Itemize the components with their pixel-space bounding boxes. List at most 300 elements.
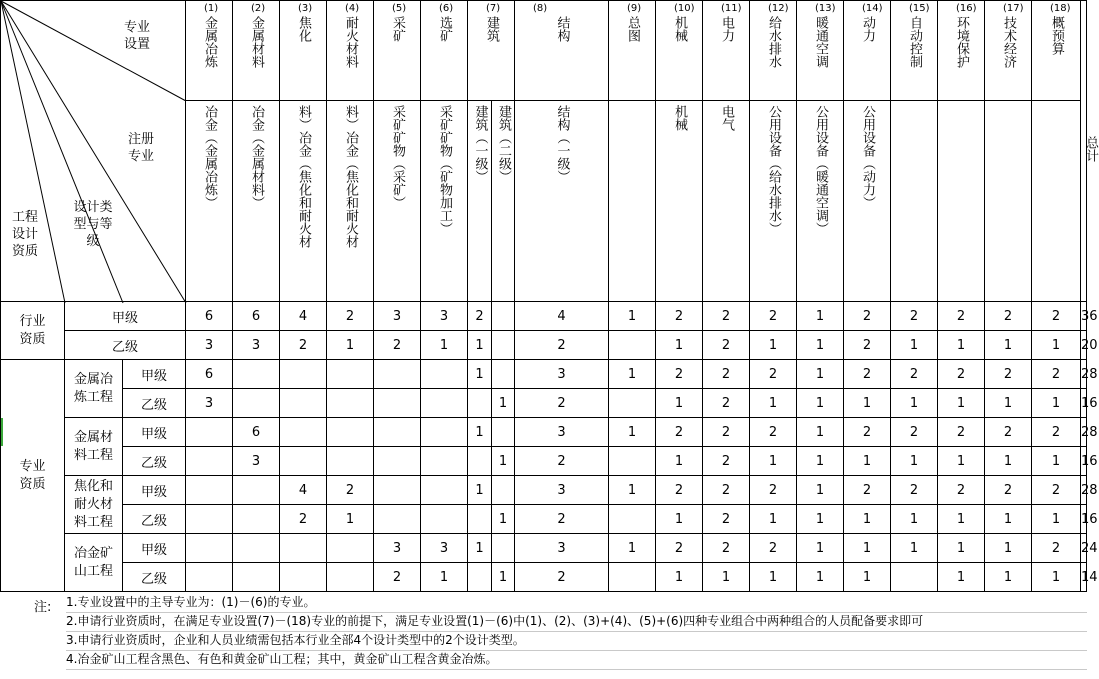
- value-cell: 2: [1032, 302, 1081, 331]
- value-cell: [421, 389, 468, 418]
- major-header-9: [609, 1, 656, 101]
- value-cell: 3: [233, 331, 280, 360]
- project-group-name: 焦化和耐火材料工程: [73, 478, 113, 530]
- value-cell: 2: [515, 447, 609, 476]
- value-cell: 1: [468, 331, 492, 360]
- value-cell: [421, 505, 468, 534]
- registered-major-12: [750, 101, 797, 302]
- diagonal-header-cell: [1, 1, 186, 302]
- value-cell: 3: [515, 534, 609, 563]
- value-cell: 1: [1032, 563, 1081, 592]
- registered-major-15: [891, 101, 938, 302]
- registered-major-18: [1032, 101, 1081, 302]
- table-row: [1, 447, 1087, 476]
- value-cell: 2: [985, 302, 1032, 331]
- value-cell: 2: [750, 418, 797, 447]
- value-cell: [327, 534, 374, 563]
- value-cell: 2: [515, 331, 609, 360]
- total-cell: 16: [1081, 389, 1087, 418]
- value-cell: [186, 447, 233, 476]
- value-cell: 2: [1032, 360, 1081, 389]
- value-cell: 1: [609, 476, 656, 505]
- major-number: (5): [392, 3, 407, 14]
- total-cell: 16: [1081, 505, 1087, 534]
- table-row: [1, 505, 1087, 534]
- value-cell: 2: [985, 360, 1032, 389]
- major-name: 概预算: [1049, 16, 1065, 55]
- value-cell: 1: [609, 360, 656, 389]
- project-group-label: [65, 360, 123, 418]
- value-cell: [468, 389, 492, 418]
- grade-label: 甲级: [123, 418, 186, 447]
- value-cell: 1: [891, 331, 938, 360]
- value-cell: 6: [186, 302, 233, 331]
- major-number: (8): [533, 3, 548, 14]
- project-group-label: [65, 534, 123, 592]
- major-number: (3): [298, 3, 313, 14]
- value-cell: [374, 447, 421, 476]
- major-name: 环境保护: [954, 16, 970, 68]
- value-cell: 1: [938, 505, 985, 534]
- value-cell: 1: [468, 476, 492, 505]
- major-header-17: [985, 1, 1032, 101]
- value-cell: 1: [844, 505, 891, 534]
- value-cell: 1: [891, 534, 938, 563]
- major-number: (15): [909, 3, 930, 14]
- value-cell: [891, 563, 938, 592]
- industry-qualification-label: [1, 302, 65, 360]
- value-cell: 1: [797, 331, 844, 360]
- grade-label: 甲级: [123, 360, 186, 389]
- value-cell: 1: [985, 534, 1032, 563]
- major-name: 金属材料: [249, 16, 265, 68]
- major-header-7: [468, 1, 515, 101]
- registered-major-label: 结构（一级）: [554, 105, 570, 183]
- major-name: 总图: [625, 16, 641, 42]
- value-cell: 2: [844, 302, 891, 331]
- major-number: (18): [1050, 3, 1071, 14]
- value-cell: 1: [609, 302, 656, 331]
- value-cell: 1: [750, 447, 797, 476]
- value-cell: 2: [844, 331, 891, 360]
- grade-label: 甲级: [123, 476, 186, 505]
- value-cell: [374, 389, 421, 418]
- major-number: (7): [486, 3, 501, 14]
- major-header-14: [844, 1, 891, 101]
- value-cell: 3: [374, 302, 421, 331]
- value-cell: 2: [656, 360, 703, 389]
- value-cell: 1: [703, 563, 750, 592]
- value-cell: 2: [750, 360, 797, 389]
- total-cell: 24: [1081, 534, 1087, 563]
- major-header-4: [327, 1, 374, 101]
- registered-major-label: 公用设备（给水排水）: [766, 105, 782, 235]
- value-cell: 1: [891, 447, 938, 476]
- major-header-12: [750, 1, 797, 101]
- value-cell: 1: [492, 389, 515, 418]
- value-cell: 1: [750, 505, 797, 534]
- total-cell: 14: [1081, 563, 1087, 592]
- value-cell: 2: [750, 534, 797, 563]
- value-cell: [327, 418, 374, 447]
- registered-major-label: 建筑（二级）: [496, 105, 512, 183]
- value-cell: 2: [985, 418, 1032, 447]
- registered-major-label: 公用设备（动力）: [860, 105, 876, 209]
- registered-major-5: [374, 101, 421, 302]
- value-cell: 1: [797, 447, 844, 476]
- value-cell: 1: [797, 505, 844, 534]
- value-cell: 2: [891, 418, 938, 447]
- specialty-qualification-label: [1, 360, 65, 592]
- value-cell: 2: [1032, 534, 1081, 563]
- diagonal-header-label: 设计类型与等级: [73, 200, 113, 249]
- value-cell: 2: [374, 563, 421, 592]
- value-cell: 1: [656, 447, 703, 476]
- value-cell: [280, 563, 327, 592]
- value-cell: 1: [985, 447, 1032, 476]
- registered-major-9: [609, 101, 656, 302]
- value-cell: 1: [609, 534, 656, 563]
- major-name: 给水排水: [766, 16, 782, 68]
- total-cell: 36: [1081, 302, 1087, 331]
- registered-major-4: [327, 101, 374, 302]
- grade-label: 乙级: [123, 505, 186, 534]
- value-cell: 1: [797, 563, 844, 592]
- grade-label: 乙级: [123, 389, 186, 418]
- value-cell: 1: [797, 389, 844, 418]
- major-name: 技术经济: [1001, 16, 1017, 68]
- value-cell: [609, 447, 656, 476]
- value-cell: [186, 476, 233, 505]
- registered-major-label: 建筑（一级）: [472, 105, 488, 183]
- value-cell: 2: [703, 534, 750, 563]
- total-label: 总计: [1083, 136, 1099, 162]
- value-cell: 1: [1032, 331, 1081, 360]
- value-cell: 2: [703, 447, 750, 476]
- value-cell: 1: [797, 418, 844, 447]
- value-cell: 1: [797, 302, 844, 331]
- major-header-8: [515, 1, 609, 101]
- value-cell: 1: [327, 505, 374, 534]
- value-cell: [421, 418, 468, 447]
- value-cell: 2: [703, 418, 750, 447]
- table-row: [1, 331, 1087, 360]
- major-name: 选矿: [437, 16, 453, 42]
- value-cell: [468, 447, 492, 476]
- value-cell: [492, 476, 515, 505]
- value-cell: 1: [797, 534, 844, 563]
- major-name: 动力: [860, 16, 876, 42]
- value-cell: [492, 360, 515, 389]
- value-cell: 2: [703, 505, 750, 534]
- industry-label-text: 行业资质: [19, 313, 46, 347]
- registered-major-8: [515, 101, 609, 302]
- value-cell: 2: [703, 360, 750, 389]
- major-number: (17): [1003, 3, 1024, 14]
- value-cell: 1: [1032, 505, 1081, 534]
- value-cell: 2: [938, 360, 985, 389]
- value-cell: 1: [844, 563, 891, 592]
- value-cell: 2: [703, 389, 750, 418]
- value-cell: 3: [233, 447, 280, 476]
- value-cell: 2: [327, 476, 374, 505]
- major-number: (1): [204, 3, 219, 14]
- major-name: 金属冶炼: [202, 16, 218, 68]
- value-cell: 1: [656, 505, 703, 534]
- total-cell: 28: [1081, 476, 1087, 505]
- value-cell: [609, 505, 656, 534]
- value-cell: [609, 389, 656, 418]
- value-cell: 2: [656, 534, 703, 563]
- value-cell: 1: [938, 331, 985, 360]
- value-cell: [327, 389, 374, 418]
- diagonal-header-label: 工程设计资质: [11, 210, 38, 259]
- value-cell: 2: [703, 476, 750, 505]
- registered-major-7b: [492, 101, 515, 302]
- value-cell: 1: [797, 476, 844, 505]
- major-header-13: [797, 1, 844, 101]
- value-cell: 1: [609, 418, 656, 447]
- grade-label: 甲级: [65, 302, 186, 331]
- value-cell: [186, 563, 233, 592]
- major-number: (12): [768, 3, 789, 14]
- value-cell: 2: [750, 302, 797, 331]
- note-item: 2.申请行业资质时，在满足专业设置(7)－(18)专业的前提下，满足专业设置(1)－(6)中(1)、(2)、(3)+(4)、(5)+(6)四种专业组合中两种组合的人员配备要求即可: [66, 612, 1087, 632]
- registered-major-label: 采矿矿物（采矿）: [390, 105, 406, 209]
- value-cell: [280, 389, 327, 418]
- notes-label: 注:: [34, 600, 52, 615]
- registered-major-label: 公用设备（暖通空调）: [813, 105, 829, 235]
- value-cell: [280, 447, 327, 476]
- value-cell: 1: [492, 505, 515, 534]
- value-cell: 6: [186, 360, 233, 389]
- major-name: 机械: [672, 16, 688, 42]
- value-cell: 1: [985, 389, 1032, 418]
- project-group-name: 冶金矿山工程: [73, 545, 113, 579]
- value-cell: [233, 389, 280, 418]
- value-cell: 2: [468, 302, 492, 331]
- major-name: 焦化: [296, 16, 312, 42]
- value-cell: [374, 505, 421, 534]
- value-cell: [280, 534, 327, 563]
- value-cell: [468, 563, 492, 592]
- value-cell: [374, 418, 421, 447]
- table-row: [1, 534, 1087, 563]
- value-cell: 4: [515, 302, 609, 331]
- value-cell: [609, 331, 656, 360]
- project-group-label: [65, 418, 123, 476]
- total-cell: 28: [1081, 418, 1087, 447]
- value-cell: 2: [985, 476, 1032, 505]
- project-group-name: 金属材料工程: [73, 429, 113, 463]
- major-number: (16): [956, 3, 977, 14]
- value-cell: [492, 331, 515, 360]
- major-header-10: [656, 1, 703, 101]
- grade-label: 乙级: [123, 563, 186, 592]
- value-cell: 1: [750, 331, 797, 360]
- value-cell: [421, 476, 468, 505]
- registered-major-3: [280, 101, 327, 302]
- total-cell: 16: [1081, 447, 1087, 476]
- value-cell: [327, 360, 374, 389]
- value-cell: [233, 476, 280, 505]
- value-cell: 1: [656, 563, 703, 592]
- total-cell: 28: [1081, 360, 1087, 389]
- value-cell: [374, 476, 421, 505]
- value-cell: 2: [1032, 476, 1081, 505]
- value-cell: 2: [891, 360, 938, 389]
- value-cell: [492, 534, 515, 563]
- value-cell: 6: [233, 418, 280, 447]
- major-name: 暖通空调: [813, 16, 829, 68]
- value-cell: 1: [985, 505, 1032, 534]
- value-cell: 2: [374, 331, 421, 360]
- value-cell: 3: [186, 331, 233, 360]
- table-row: [1, 389, 1087, 418]
- registered-major-14: [844, 101, 891, 302]
- value-cell: 1: [797, 360, 844, 389]
- total-cell: 20: [1081, 331, 1087, 360]
- registered-major-13: [797, 101, 844, 302]
- value-cell: 1: [938, 563, 985, 592]
- diagonal-header-label: 注册专业: [127, 132, 154, 164]
- value-cell: 1: [421, 331, 468, 360]
- major-number: (10): [674, 3, 695, 14]
- note-item: 4.冶金矿山工程含黑色、有色和黄金矿山工程；其中，黄金矿山工程含黄金冶炼。: [66, 650, 1087, 670]
- note-item: 1.专业设置中的主导专业为：(1)－(6)的专业。: [66, 593, 1087, 613]
- major-number: (2): [251, 3, 266, 14]
- value-cell: 1: [1032, 447, 1081, 476]
- major-number: (9): [627, 3, 642, 14]
- value-cell: 2: [515, 505, 609, 534]
- notes-section: [0, 593, 1087, 679]
- major-header-16: [938, 1, 985, 101]
- major-name: 建筑: [484, 16, 500, 42]
- value-cell: 2: [844, 360, 891, 389]
- value-cell: [468, 505, 492, 534]
- value-cell: 1: [492, 447, 515, 476]
- major-name: 耐火材料: [343, 16, 359, 68]
- value-cell: 3: [515, 418, 609, 447]
- value-cell: 1: [468, 360, 492, 389]
- major-number: (11): [721, 3, 742, 14]
- value-cell: 3: [421, 534, 468, 563]
- value-cell: 2: [938, 302, 985, 331]
- value-cell: 1: [844, 447, 891, 476]
- value-cell: 1: [891, 389, 938, 418]
- note-item: 3.申请行业资质时，企业和人员业绩需包括本行业全部4个设计类型中的2个设计类型。: [66, 631, 1087, 651]
- major-name: 采矿: [390, 16, 406, 42]
- major-number: (4): [345, 3, 360, 14]
- grade-label: 乙级: [65, 331, 186, 360]
- registered-major-16: [938, 101, 985, 302]
- value-cell: 1: [656, 389, 703, 418]
- value-cell: [421, 447, 468, 476]
- major-header-18: [1032, 1, 1081, 101]
- registered-major-label: 料）冶金（焦化和耐火材: [343, 105, 359, 248]
- value-cell: 2: [515, 563, 609, 592]
- table-row: [1, 418, 1087, 447]
- table-row: [1, 563, 1087, 592]
- value-cell: [609, 563, 656, 592]
- value-cell: 2: [1032, 418, 1081, 447]
- value-cell: [233, 563, 280, 592]
- value-cell: [327, 563, 374, 592]
- registered-major-7a: [468, 101, 492, 302]
- value-cell: 3: [421, 302, 468, 331]
- value-cell: 2: [891, 476, 938, 505]
- value-cell: 6: [233, 302, 280, 331]
- major-name: 结构: [554, 16, 570, 42]
- major-header-6: [421, 1, 468, 101]
- major-header-2: [233, 1, 280, 101]
- value-cell: 1: [891, 505, 938, 534]
- value-cell: 1: [750, 389, 797, 418]
- major-name: 自动控制: [907, 16, 923, 68]
- value-cell: [374, 360, 421, 389]
- value-cell: 1: [844, 389, 891, 418]
- value-cell: 1: [327, 331, 374, 360]
- value-cell: 2: [891, 302, 938, 331]
- value-cell: 2: [938, 418, 985, 447]
- registered-major-1: [186, 101, 233, 302]
- value-cell: [492, 302, 515, 331]
- value-cell: 2: [938, 476, 985, 505]
- major-number: (6): [439, 3, 454, 14]
- value-cell: 1: [938, 389, 985, 418]
- registered-major-label: 电气: [719, 105, 735, 131]
- value-cell: 4: [280, 476, 327, 505]
- value-cell: 1: [1032, 389, 1081, 418]
- value-cell: 1: [750, 563, 797, 592]
- value-cell: 2: [280, 331, 327, 360]
- major-header-5: [374, 1, 421, 101]
- registered-major-6: [421, 101, 468, 302]
- table-row: [1, 476, 1087, 505]
- value-cell: 1: [468, 418, 492, 447]
- value-cell: 1: [468, 534, 492, 563]
- grade-label: 甲级: [123, 534, 186, 563]
- value-cell: 3: [374, 534, 421, 563]
- value-cell: [327, 447, 374, 476]
- total-header: [1081, 1, 1099, 302]
- registered-major-2: [233, 101, 280, 302]
- value-cell: [280, 360, 327, 389]
- value-cell: [186, 534, 233, 563]
- major-number: (13): [815, 3, 836, 14]
- specialty-label-text: 专业资质: [19, 458, 46, 492]
- value-cell: 1: [421, 563, 468, 592]
- value-cell: [233, 360, 280, 389]
- major-header-15: [891, 1, 938, 101]
- value-cell: [492, 418, 515, 447]
- value-cell: 2: [515, 389, 609, 418]
- project-group-name: 金属冶炼工程: [73, 371, 113, 405]
- value-cell: 3: [515, 360, 609, 389]
- value-cell: 1: [985, 563, 1032, 592]
- value-cell: 1: [844, 534, 891, 563]
- value-cell: [233, 505, 280, 534]
- registered-major-10: [656, 101, 703, 302]
- value-cell: 4: [280, 302, 327, 331]
- value-cell: 1: [938, 447, 985, 476]
- value-cell: [186, 505, 233, 534]
- value-cell: 2: [703, 302, 750, 331]
- registered-major-label: 冶金（金属材料）: [249, 105, 265, 209]
- value-cell: 2: [280, 505, 327, 534]
- value-cell: 2: [656, 302, 703, 331]
- registered-major-label: 采矿矿物（矿物加工）: [437, 105, 453, 235]
